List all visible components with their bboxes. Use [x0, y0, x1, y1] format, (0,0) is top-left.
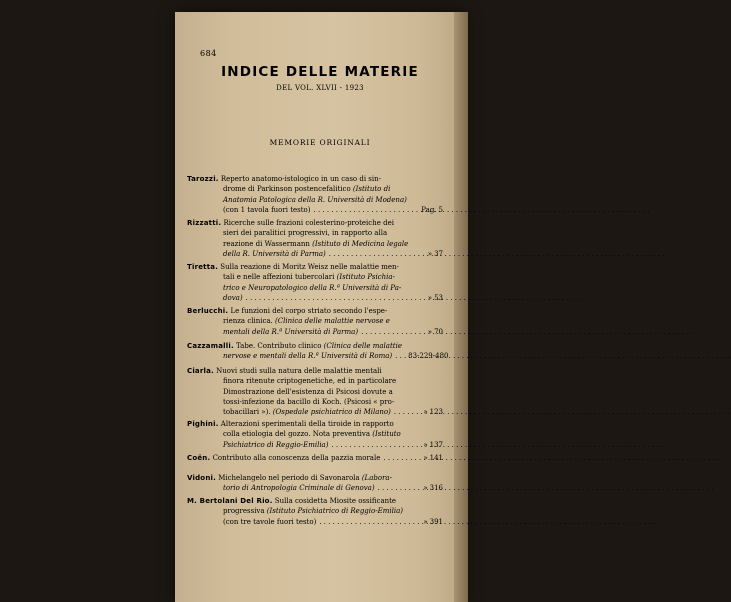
entry-line	[187, 195, 443, 205]
leader-dots	[331, 440, 420, 450]
entry-author: M. Bertolani Del Rio.	[187, 497, 273, 505]
entry-text: Contributo alla conoscenza della pazzia morale	[210, 454, 381, 462]
entry-line	[187, 293, 443, 303]
entry-author: Berlucchi.	[187, 307, 229, 315]
entry-text: tossi-infezione da bacillo di Koch. (Psicosi « pro-	[223, 397, 395, 406]
toc-entry	[187, 419, 443, 450]
entry-text: Tabe. Contributo clinico	[233, 342, 324, 350]
volume-subtitle: DEL VOL. XLVII - 1923	[276, 84, 364, 92]
entry-institution: della R. Università di Parma)	[223, 249, 326, 258]
entry-line	[187, 283, 443, 293]
entry-text: drome di Parkinson postencefalitico	[223, 185, 353, 194]
page-prefix: Pag.	[421, 205, 437, 214]
page-prefix: »	[423, 440, 428, 449]
entry-text: Reperto anatomo-istologico in un caso di sin-	[218, 175, 382, 183]
page-prefix: »	[427, 293, 433, 302]
toc-entry	[187, 218, 443, 259]
entry-line	[187, 249, 443, 259]
leader-dots	[383, 453, 420, 463]
leader-dots	[329, 249, 425, 259]
entry-page-number: 316	[429, 484, 443, 493]
entry-text: tobacillari »).	[223, 408, 273, 417]
entry-line	[187, 228, 443, 238]
entry-line	[187, 184, 443, 194]
page-prefix: »	[427, 249, 433, 258]
entry-institution: (Istituto	[372, 430, 401, 439]
leader-dots	[361, 327, 425, 337]
entry-institution: mentali della R.ª Università di Parma)	[223, 327, 359, 336]
entry-line	[187, 453, 443, 463]
entry-text: Sulla reazione di Moritz Weisz nelle malattie men-	[218, 263, 399, 271]
entry-line	[187, 473, 443, 483]
entry-institution: (Istituto di	[352, 185, 391, 194]
entry-line	[187, 496, 443, 506]
entry-institution: nervose e mentali della R.ª Università di Roma)	[223, 352, 393, 361]
entry-text: Dimostrazione dell'esistenza di Psicosi dovute a	[223, 387, 393, 396]
entry-institution: (Clinica delle malattie	[323, 342, 402, 350]
entry-line	[187, 440, 443, 450]
toc-entry	[187, 262, 443, 303]
entry-line	[187, 419, 443, 429]
entry-line	[187, 341, 443, 351]
entry-page-number: 141	[429, 454, 443, 462]
entry-institution: torio di Antropologia Criminale di Genova)	[223, 484, 375, 493]
section-heading: MEMORIE ORIGINALI	[269, 138, 371, 147]
page-prefix: »	[423, 517, 428, 526]
entry-text: Sulla cosidetta Miosite ossificante	[272, 497, 397, 505]
entry-text: finora ritenute criptogenetiche, ed in particolare	[223, 377, 397, 386]
entry-page-number: 70	[434, 327, 443, 336]
entry-text: rienza clinica.	[223, 317, 276, 326]
entry-text: Alterazioni sperimentali della tiroide in rapporto	[218, 420, 394, 428]
toc-entry	[187, 473, 443, 494]
entry-institution: trico e Neuropatologico della R.ª Università di Pa-	[223, 283, 402, 292]
entry-line	[187, 517, 443, 527]
page-edge	[454, 12, 468, 602]
entry-line	[187, 483, 443, 493]
entry-author: Coën.	[187, 454, 211, 462]
leader-dots	[395, 351, 405, 361]
entry-line	[187, 218, 443, 228]
entry-line	[187, 316, 443, 326]
entry-line	[187, 272, 443, 282]
entry-line	[187, 239, 443, 249]
page-number: 684	[200, 49, 217, 58]
entry-page-number: 53	[434, 293, 443, 302]
toc-entry	[187, 341, 449, 362]
entry-line	[187, 174, 443, 184]
entry-text: progressiva	[223, 507, 267, 516]
leader-dots	[246, 293, 425, 303]
leader-dots	[314, 205, 419, 215]
leader-dots	[394, 407, 420, 417]
entry-text: (con tre tavole fuori testo)	[223, 517, 317, 526]
entry-line	[187, 407, 443, 417]
leader-dots	[319, 517, 420, 527]
entry-institution: (Istituto di Medicina legale	[312, 239, 409, 248]
entry-page-number: 391	[429, 517, 443, 526]
entry-author: Vidoni.	[187, 474, 216, 482]
entry-text: sieri dei paralitici progressivi, in rapporto alla	[223, 229, 388, 238]
entry-page-number: 5	[438, 205, 443, 214]
entry-line	[187, 429, 443, 439]
entry-line	[187, 506, 443, 516]
entry-line	[187, 387, 443, 397]
entry-line	[187, 205, 443, 215]
entry-author: Cazzamalli.	[187, 342, 234, 350]
entry-institution: (Istituto Psichia-	[336, 273, 395, 282]
entry-text: reazione di Wassermann	[223, 239, 313, 248]
entry-line	[187, 351, 449, 361]
entry-text: (con 1 tavola fuori testo)	[223, 205, 311, 214]
entry-text: Ricerche sulle frazioni colesterino-proteiche dei	[221, 219, 394, 227]
entry-author: Pighini.	[187, 420, 219, 428]
entry-text: Michelangelo nel periodo di Savonarola	[215, 474, 362, 482]
entry-line	[187, 262, 443, 272]
toc-entry	[187, 366, 443, 417]
entry-institution: dova)	[223, 293, 243, 302]
entry-line	[187, 376, 443, 386]
toc-entry	[187, 453, 443, 463]
entry-institution: (Clinica delle malattie nervose e	[275, 317, 390, 326]
entry-text: tali e nelle affezioni tubercolari	[223, 273, 337, 282]
entry-text: Le funzioni del corpo striato secondo l'espe-	[228, 307, 388, 315]
toc-entry	[187, 306, 443, 337]
entry-line	[187, 397, 443, 407]
entry-author: Tarozzi.	[187, 175, 219, 183]
entry-author: Rizzatti.	[187, 219, 222, 227]
page-prefix: »	[427, 327, 433, 336]
page-title: INDICE DELLE MATERIE	[221, 64, 419, 80]
entry-author: Ciarla.	[187, 367, 214, 375]
leader-dots	[378, 483, 421, 493]
entry-page-number: 83-229-480	[408, 352, 449, 361]
entry-institution: Anatomia Patologica della R. Università di Modena)	[223, 195, 407, 204]
entry-institution: (Ospedale psichiatrico di Milano)	[272, 408, 391, 417]
entry-page-number: 123	[429, 408, 443, 417]
entry-institution: (Istituto Psichiatrico di Reggio-Emilia)	[266, 507, 403, 516]
entry-line	[187, 306, 443, 316]
toc-entry	[187, 174, 443, 215]
page-prefix: »	[423, 454, 428, 462]
page-prefix: »	[423, 408, 428, 417]
entry-text: Nuovi studi sulla natura delle malattie mentali	[213, 367, 382, 375]
entry-line	[187, 327, 443, 337]
entry-page-number: 137	[429, 440, 443, 449]
page-prefix: »	[423, 484, 428, 493]
entry-institution: Psichiatrico di Reggio-Emilia)	[223, 440, 329, 449]
entry-line	[187, 366, 443, 376]
entry-institution: (Labora-	[361, 474, 392, 482]
entry-text: colla etiologia del gozzo. Nota preventiva	[223, 430, 373, 439]
entry-page-number: 37	[434, 249, 443, 258]
entry-author: Tiretta.	[187, 263, 219, 271]
toc-entry	[187, 496, 443, 527]
